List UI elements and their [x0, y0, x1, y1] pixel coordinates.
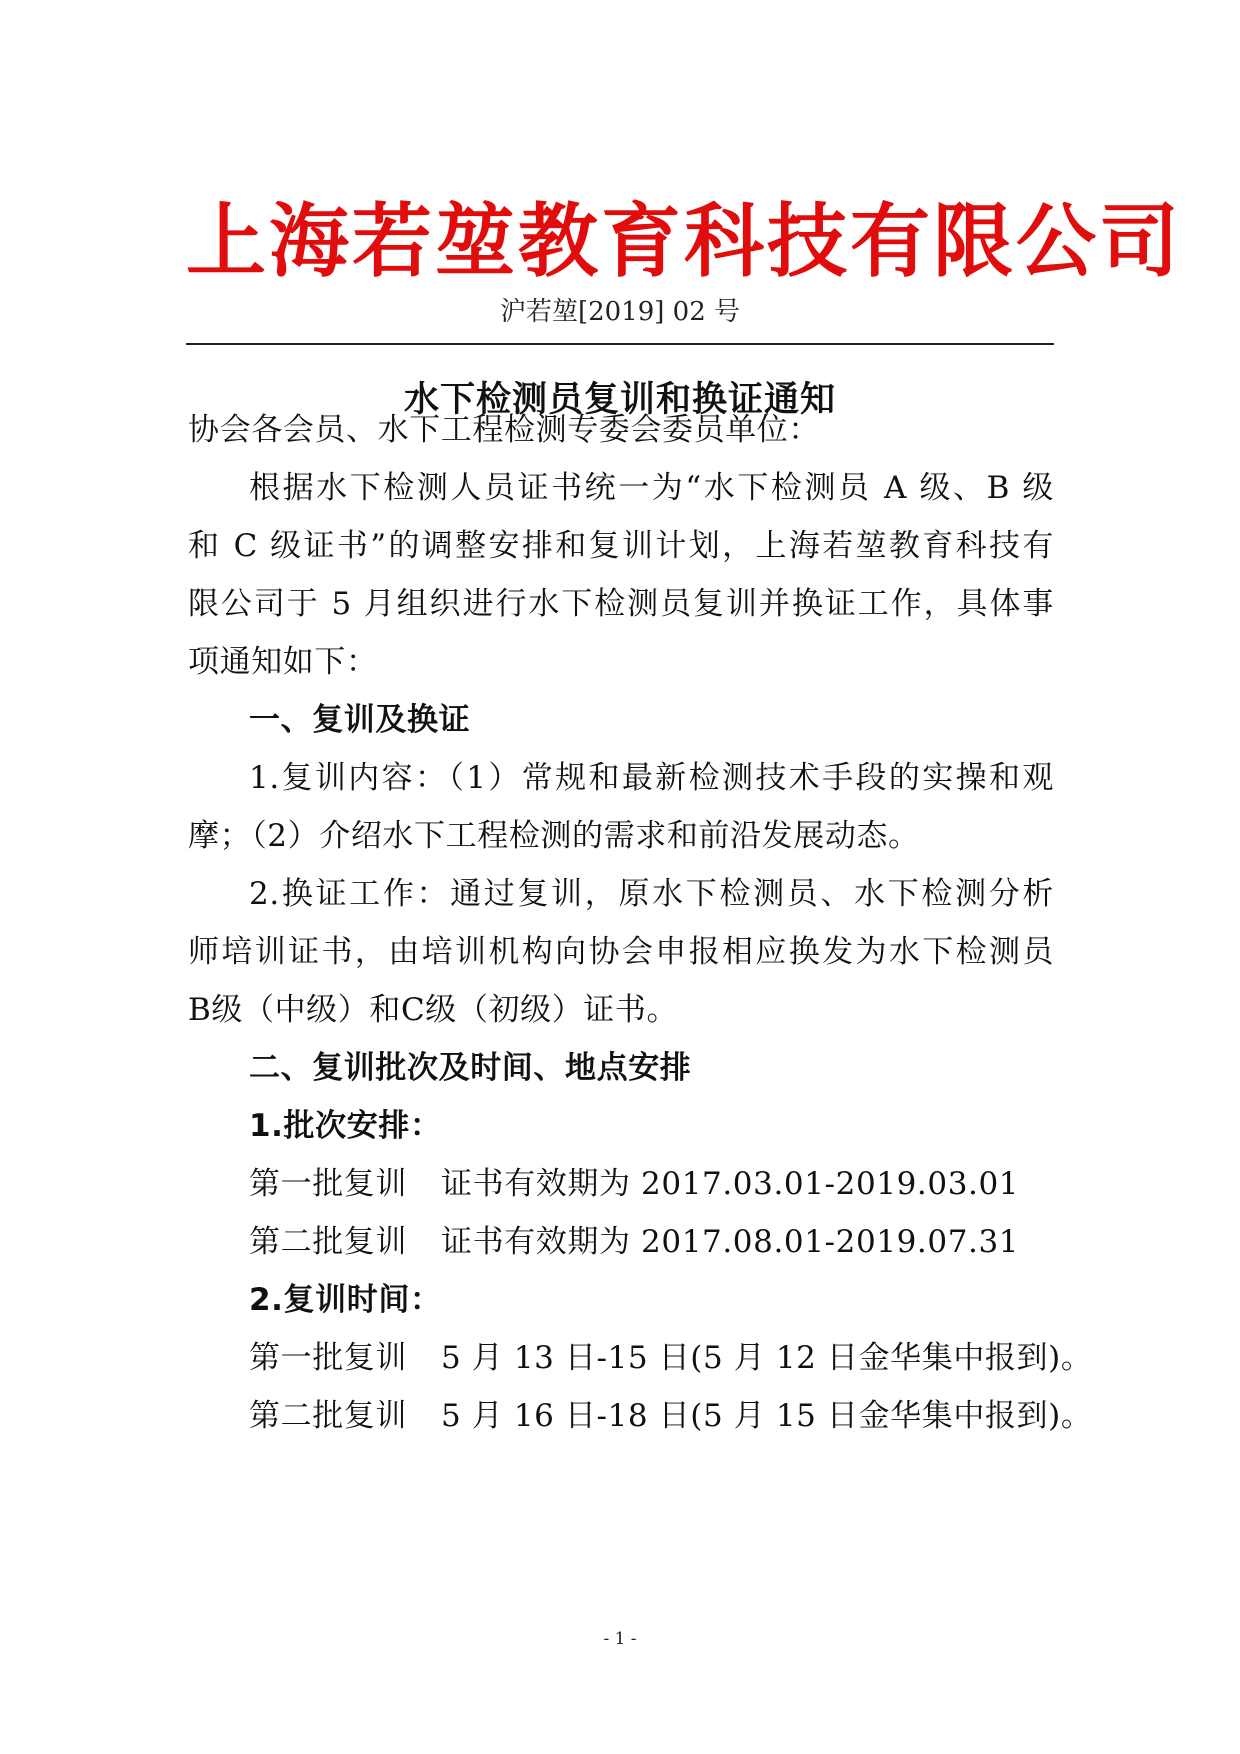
salutation: 协会各会员、水下工程检测专委会委员单位： — [188, 412, 820, 448]
section-1-item-1-line-1: 1.复训内容：（1）常规和最新检测技术手段的实操和观 — [249, 760, 1054, 796]
intro-line-2: 和 C 级证书”的调整安排和复训计划，上海若堃教育科技有 — [188, 528, 1054, 564]
section-1-heading: 一、复训及换证 — [249, 702, 471, 738]
section-1-item-2-line-1: 2.换证工作：通过复训，原水下检测员、水下检测分析 — [249, 876, 1054, 912]
time-row — [249, 1390, 1093, 1442]
document-number: 沪若堃[2019] 02 号 — [499, 297, 741, 327]
batch-detail: 证书有效期为 2017.08.01-2019.07.31 — [441, 1224, 1020, 1260]
batch-name: 第一批复训 — [249, 1166, 407, 1202]
time-row — [249, 1332, 1093, 1384]
section-2-heading: 二、复训批次及时间、地点安排 — [249, 1050, 692, 1086]
batch-row — [249, 1216, 1054, 1268]
time-detail: 5 月 13 日-15 日(5 月 12 日金华集中报到)。 — [441, 1340, 1093, 1376]
batches-heading: 1.批次安排： — [249, 1108, 442, 1144]
notice-title: 水下检测员复训和换证通知 — [403, 380, 836, 420]
intro-line-1: 根据水下检测人员证书统一为“水下检测员 A 级、B 级 — [249, 470, 1054, 506]
time-detail: 5 月 16 日-18 日(5 月 15 日金华集中报到)。 — [441, 1398, 1093, 1434]
section-1-item-2-line-3: B级（中级）和C级（初级）证书。 — [188, 992, 679, 1028]
header-divider — [186, 343, 1054, 345]
time-batch-name: 第一批复训 — [249, 1340, 407, 1376]
batch-row — [249, 1158, 1054, 1210]
page-number: - 1 - — [603, 1629, 637, 1649]
intro-line-4: 项通知如下： — [188, 644, 378, 680]
section-1-item-2-line-2: 师培训证书，由培训机构向协会申报相应换发为水下检测员 — [188, 934, 1054, 970]
time-heading: 2.复训时间： — [249, 1282, 442, 1318]
section-1-item-1-line-2: 摩；（2）介绍水下工程检测的需求和前沿发展动态。 — [188, 818, 920, 854]
batch-detail: 证书有效期为 2017.03.01-2019.03.01 — [441, 1166, 1020, 1202]
organization-title: 上海若堃教育科技有限公司 — [186, 194, 1182, 288]
batch-name: 第二批复训 — [249, 1224, 407, 1260]
intro-line-3: 限公司于 5 月组织进行水下检测员复训并换证工作，具体事 — [188, 586, 1054, 622]
time-batch-name: 第二批复训 — [249, 1398, 407, 1434]
